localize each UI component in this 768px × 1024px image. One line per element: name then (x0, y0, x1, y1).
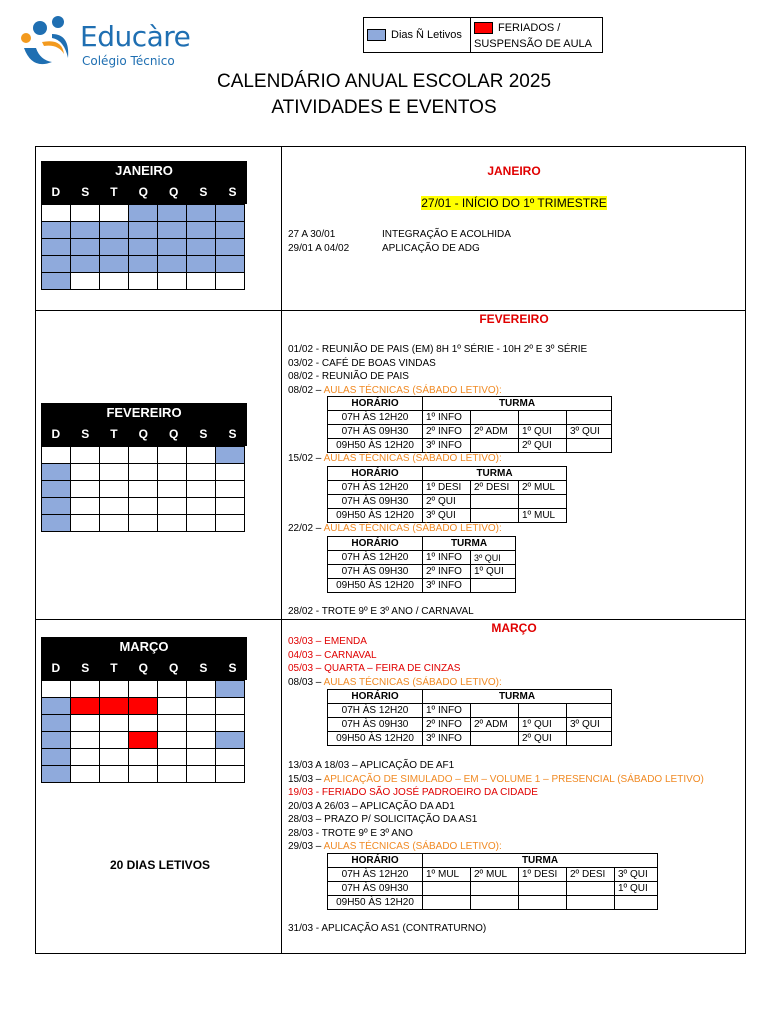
schedule-table-1502 (327, 466, 567, 523)
header-turma: TURMA (423, 537, 516, 551)
cell: 2º INFO (423, 718, 471, 732)
event-line: 31/03 - APLICAÇÃO AS1 (CONTRATURNO) (288, 923, 487, 934)
logo-subtitle: Colégio Técnico (82, 54, 175, 68)
cell: 1º INFO (423, 411, 471, 425)
aulas-tecnicas-label: AULAS TÉCNICAS (SÁBADO LETIVO): (323, 384, 502, 396)
cell: 1º QUI (519, 425, 567, 439)
cell: 1º DESI (423, 481, 471, 495)
calendar-march-grid (41, 680, 245, 783)
cell: 07H ÀS 12H20 (328, 868, 423, 882)
calendar-week (42, 681, 245, 698)
cell (471, 704, 519, 718)
table-row (328, 495, 567, 509)
cell: 09H50 ÀS 12H20 (328, 732, 423, 746)
header-horario: HORÁRIO (328, 397, 423, 411)
event-text: APLICAÇÃO DE SIMULADO – EM – VOLUME 1 – PRESENCIAL (SÁBADO LETIVO) (323, 773, 704, 785)
weekday-label: T (110, 661, 118, 675)
header-horario: HORÁRIO (328, 537, 423, 551)
cell: 2º INFO (423, 565, 471, 579)
cell (423, 896, 471, 910)
aulas-tecnicas-label: AULAS TÉCNICAS (SÁBADO LETIVO): (323, 676, 502, 688)
weekday-label: Q (169, 661, 179, 675)
cell: 07H ÀS 12H20 (328, 411, 423, 425)
cell: 07H ÀS 09H30 (328, 718, 423, 732)
event-date: 22/02 – (288, 523, 324, 534)
event-text: APLICAÇÃO DE ADG (382, 242, 480, 254)
cell: 09H50 ÀS 12H20 (328, 509, 423, 523)
legend-holidays (471, 18, 602, 52)
cell: 09H50 ÀS 12H20 (328, 579, 423, 593)
calendar-week (42, 222, 245, 239)
cell: 2º ADM (471, 718, 519, 732)
event-line (288, 384, 587, 398)
table-row (328, 704, 612, 718)
legend-non-school-label: Dias Ñ Letivos (391, 29, 462, 41)
event-line: 19/03 - FERIADO SÃO JOSÉ PADROEIRO DA CIDADE (288, 787, 538, 798)
header-turma: TURMA (423, 467, 567, 481)
cell: 2º MUL (471, 868, 519, 882)
calendar-february-grid (41, 446, 245, 532)
cell (471, 896, 519, 910)
february-events (288, 343, 587, 397)
calendar-week (42, 447, 245, 464)
event-date: 15/03 – (288, 773, 324, 785)
event-date: 27 A 30/01 (288, 229, 336, 240)
cell: 07H ÀS 12H20 (328, 551, 423, 565)
cell: 3º QUI (471, 551, 516, 565)
cell: 09H50 ÀS 12H20 (328, 439, 423, 453)
cell (471, 509, 519, 523)
blue-swatch-icon (367, 29, 386, 41)
cell (567, 896, 615, 910)
table-row (328, 439, 612, 453)
aulas-tecnicas-label: AULAS TÉCNICAS (SÁBADO LETIVO): (323, 523, 502, 534)
weekday-label: Q (138, 185, 148, 199)
event-date: 08/02 – (288, 384, 324, 396)
march-heading: MARÇO (491, 621, 537, 635)
cell: 1º QUI (471, 565, 516, 579)
calendar-week (42, 481, 245, 498)
calendar-week (42, 205, 245, 222)
table-row (328, 882, 658, 896)
cell: 1º QUI (615, 882, 658, 896)
page-title: CALENDÁRIO ANUAL ESCOLAR 2025 (216, 71, 552, 92)
cell (471, 495, 519, 509)
cell (423, 882, 471, 896)
cell: 1º DESI (519, 868, 567, 882)
cell: 2º DESI (471, 481, 519, 495)
event-line: 03/02 - CAFÉ DE BOAS VINDAS (288, 357, 436, 369)
weekday-label: S (81, 185, 90, 199)
event-line: 28/02 - TROTE 9º E 3º ANO / CARNAVAL (288, 606, 474, 617)
event-line: 05/03 – QUARTA – FEIRA DE CINZAS (288, 663, 461, 674)
weekday-label: D (51, 661, 61, 675)
calendar-march-header (41, 637, 247, 680)
school-days-count: 20 DIAS LETIVOS (110, 858, 211, 872)
calendar-week (42, 766, 245, 783)
schedule-table-0803 (327, 689, 612, 746)
schedule-table-2202 (327, 536, 516, 593)
calendar-week (42, 498, 245, 515)
table-row (328, 718, 612, 732)
calendar-week (42, 715, 245, 732)
cell (471, 579, 516, 593)
cell: 1º MUL (423, 868, 471, 882)
cell: 07H ÀS 12H20 (328, 704, 423, 718)
cell: 09H50 ÀS 12H20 (328, 896, 423, 910)
weekday-label: Q (169, 427, 179, 441)
legend-holiday-label (474, 20, 592, 52)
header-horario: HORÁRIO (328, 467, 423, 481)
weekday-label: T (110, 185, 118, 199)
page-subtitle: ATIVIDADES E EVENTOS (271, 97, 497, 118)
table-row (328, 509, 567, 523)
cell (471, 439, 519, 453)
cell: 07H ÀS 12H20 (328, 481, 423, 495)
event-line: 04/03 – CARNAVAL (288, 649, 377, 661)
weekday-label: Q (138, 427, 148, 441)
event-line: 13/03 A 18/03 – APLICAÇÃO DE AF1 (288, 760, 455, 771)
march-events-top (288, 635, 502, 689)
cell: 07H ÀS 09H30 (328, 882, 423, 896)
event-date: 29/01 A 04/02 (288, 242, 350, 254)
calendar-march-title: MARÇO (119, 639, 169, 654)
cell: 07H ÀS 09H30 (328, 495, 423, 509)
event-line (288, 522, 502, 536)
event-line (288, 676, 502, 690)
january-events (288, 228, 511, 255)
table-row (328, 425, 612, 439)
weekday-label: S (199, 427, 208, 441)
cell: 2º DESI (567, 868, 615, 882)
calendar-week (42, 515, 245, 532)
weekday-row (41, 423, 247, 441)
cell: 2º QUI (519, 439, 567, 453)
weekday-row (41, 181, 247, 199)
cell: 1º INFO (423, 704, 471, 718)
cell: 2º MUL (519, 481, 567, 495)
cell: 1º QUI (519, 718, 567, 732)
cell: 3º QUI (567, 718, 612, 732)
weekday-label: S (199, 185, 208, 199)
header-horario: HORÁRIO (328, 854, 423, 868)
event-line (288, 773, 704, 787)
logo-name: Educàre (80, 20, 191, 53)
calendar-week (42, 239, 245, 256)
weekday-label: S (81, 661, 90, 675)
calendar-january-header (41, 161, 247, 204)
weekday-label: S (228, 185, 237, 199)
table-row (328, 411, 612, 425)
march-events-mid (288, 759, 704, 854)
event-row (288, 242, 511, 256)
legend-holiday-line2: SUSPENSÃO DE AULA (474, 38, 592, 50)
event-date: 15/02 – (288, 453, 324, 464)
cell (567, 704, 612, 718)
calendar-week (42, 256, 245, 273)
red-swatch-icon (474, 22, 493, 34)
calendar-week (42, 464, 245, 481)
cell (471, 882, 519, 896)
calendar-week (42, 732, 245, 749)
cell (615, 896, 658, 910)
cell: 3º QUI (423, 509, 471, 523)
calendar-week (42, 749, 245, 766)
calendar-week (42, 698, 245, 715)
weekday-label: S (81, 427, 90, 441)
weekday-label: S (199, 661, 208, 675)
calendar-january-grid (41, 204, 245, 290)
table-row (328, 732, 612, 746)
february-heading: FEVEREIRO (479, 312, 549, 326)
event-date: 08/03 – (288, 676, 324, 688)
event-line: 20/03 A 26/03 – APLICAÇÃO DA AD1 (288, 800, 455, 812)
cell (471, 411, 519, 425)
table-row (328, 579, 516, 593)
table-row (328, 868, 658, 882)
cell (567, 732, 612, 746)
cell (567, 411, 612, 425)
cell (519, 495, 567, 509)
cell: 3º QUI (567, 425, 612, 439)
january-heading: JANEIRO (487, 164, 541, 178)
event-line (288, 452, 502, 466)
cell: 1º MUL (519, 509, 567, 523)
event-text: INTEGRAÇÃO E ACOLHIDA (382, 229, 511, 240)
weekday-label: D (51, 427, 61, 441)
legend-non-school-days (364, 18, 471, 52)
aulas-tecnicas-label: AULAS TÉCNICAS (SÁBADO LETIVO): (323, 453, 502, 464)
cell: 07H ÀS 09H30 (328, 565, 423, 579)
cell: 3º INFO (423, 579, 471, 593)
event-row (288, 228, 511, 242)
calendar-february-header (41, 403, 247, 446)
legend-holiday-line1: FERIADOS / (498, 22, 561, 34)
schedule-table-2903 (327, 853, 658, 910)
cell (519, 704, 567, 718)
cell: 2º INFO (423, 425, 471, 439)
column-divider (281, 147, 282, 953)
january-highlight-row (282, 196, 746, 210)
header-horario: HORÁRIO (328, 690, 423, 704)
calendar-february-title: FEVEREIRO (106, 405, 182, 420)
calendar-week (42, 273, 245, 290)
event-line: 03/03 – EMENDA (288, 636, 367, 647)
logo-figures-icon (18, 14, 76, 70)
cell (567, 439, 612, 453)
legend (363, 17, 603, 53)
weekday-label: Q (169, 185, 179, 199)
cell: 2º ADM (471, 425, 519, 439)
cell: 3º QUI (615, 868, 658, 882)
cell: 3º INFO (423, 439, 471, 453)
event-date: 29/03 – (288, 841, 324, 852)
cell: 2º QUI (519, 732, 567, 746)
cell (519, 882, 567, 896)
weekday-label: T (110, 427, 118, 441)
cell (519, 896, 567, 910)
cell (567, 882, 615, 896)
calendar-january-title: JANEIRO (115, 163, 173, 178)
row-divider (36, 619, 745, 620)
event-line: 01/02 - REUNIÃO DE PAIS (EM) 8H 1º SÉRIE - 10H 2º E 3º SÉRIE (288, 344, 588, 355)
cell: 3º INFO (423, 732, 471, 746)
january-highlight: 27/01 - INÍCIO DO 1º TRIMESTRE (421, 196, 607, 210)
weekday-label: S (228, 661, 237, 675)
event-line (288, 840, 704, 854)
cell: 07H ÀS 09H30 (328, 425, 423, 439)
weekday-label: D (51, 185, 61, 199)
table-row (328, 565, 516, 579)
header-turma: TURMA (423, 690, 612, 704)
schedule-table-0802 (327, 396, 612, 453)
weekday-label: Q (138, 661, 148, 675)
header-turma: TURMA (423, 397, 612, 411)
school-logo (18, 12, 191, 70)
table-row (328, 896, 658, 910)
event-line: 28/03 - TROTE 9º E 3º ANO (288, 827, 413, 839)
table-row (328, 481, 567, 495)
table-row (328, 551, 516, 565)
aulas-tecnicas-label: AULAS TÉCNICAS (SÁBADO LETIVO): (323, 841, 502, 852)
cell (471, 732, 519, 746)
event-line: 28/03 – PRAZO P/ SOLICITAÇÃO DA AS1 (288, 814, 478, 825)
cell (519, 411, 567, 425)
cell: 2º QUI (423, 495, 471, 509)
cell: 1º INFO (423, 551, 471, 565)
weekday-label: S (228, 427, 237, 441)
header-turma: TURMA (423, 854, 658, 868)
row-divider (36, 310, 745, 311)
event-line: 08/02 - REUNIÃO DE PAIS (288, 371, 409, 382)
weekday-row (41, 657, 247, 675)
